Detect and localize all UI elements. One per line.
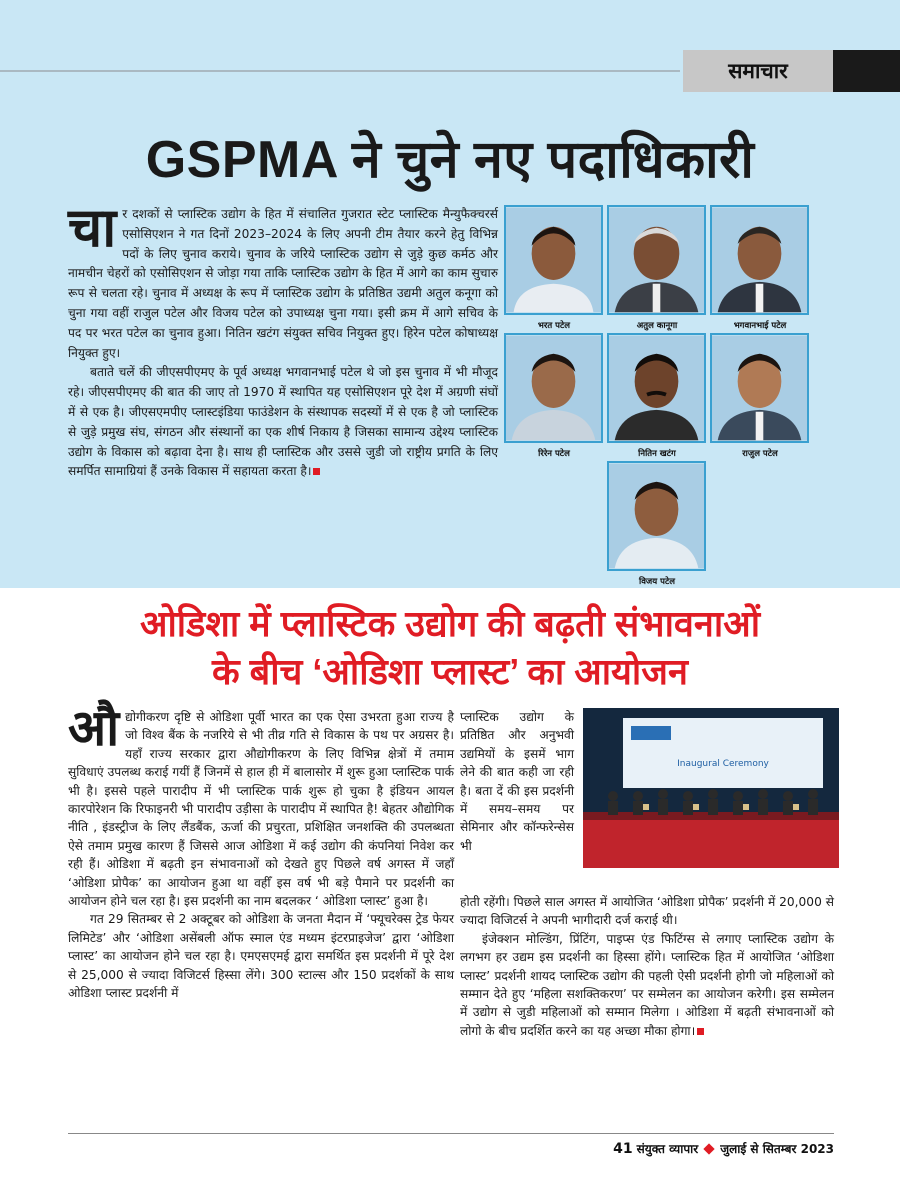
page-number: 41 xyxy=(613,1140,633,1157)
stage-ceremony-icon xyxy=(583,708,839,868)
person-portrait-icon xyxy=(712,335,807,441)
caption-person: विजय पटेल xyxy=(639,577,675,587)
event-photo xyxy=(583,708,839,868)
caption-person: राजुल पटेल xyxy=(742,449,778,459)
article2-dropcap: औ xyxy=(68,700,120,756)
caption-person: रिरेन पटेल xyxy=(538,449,570,459)
article2-paragraph-4: इंजेक्शन मोल्डिंग, प्रिंटिंग, पाइप्स एंड फिटिंग्स से लगाए प्लास्टिक उद्योग के लगभग हर उद्यम इस प्रदर्शनी का हिस्सा होंगे। प्लास्टिक हित में आयोजित ‘ओडिशा प्लास्ट’ प्रदर्शनी शायद प्लास्टिक उद्योग की पहली ऐसी प्रदर्शनी होगी जो महिलाओं को सम्मान देते हुए ‘महिला सशक्तिकरण’ पर सम्मेलन का आयोजन करेगी। इस सम्मेलन में उद्योग से जुडी महिलाओं को सम्मान मिलेगा । ओडिशा में बढ़ती संभावनाओं को लोगो के बीच प्रदर्शित करने का यह अच्छा मौका होगा। xyxy=(460,931,834,1038)
caption-person: भरत पटेल xyxy=(537,321,571,331)
page-footer xyxy=(613,1140,834,1157)
person-portrait-icon xyxy=(609,463,704,569)
person-portrait-icon xyxy=(712,207,807,313)
article2-headline-line1: ओडिशा में प्लास्टिक उद्योग की बढ़ती संभावनाओं xyxy=(139,603,761,644)
article2-body-mid: प्लास्टिक उद्योग के प्रतिष्ठित और अनुभवी उद्यमियों के इसमें भाग लेने की बात कही जा रही है। बता दें की इस प्रदर्शनी में समय–समय पर सेमिनार और कॉन्फरेन्सेस भी xyxy=(460,710,574,853)
publication-name: संयुक्त व्यापार xyxy=(636,1142,699,1156)
article2-body-left xyxy=(68,700,454,1003)
footer-rule xyxy=(68,1133,834,1134)
article1-dropcap: चा xyxy=(68,198,117,258)
article2-headline-line2: के बीच ‘ओडिशा प्लास्ट’ का आयोजन xyxy=(212,651,688,692)
portrait-photo xyxy=(710,205,809,315)
issue-date: जुलाई से सितम्बर 2023 xyxy=(720,1142,834,1156)
article2-paragraph-2: गत 29 सितम्बर से 2 अक्टूबर को ओडिशा के जनता मैदान में ‘फ्यूचरेक्स ट्रेड फेयर लिमिटेड’ और ‘ओडिशा असेंबली ऑफ स्माल एंड मध्यम इंटरप्राइजेज’ द्वारा ‘ओडिशा प्लास्ट’ का आयोजन होने चल रहा है। एमएसएमई द्वारा समर्थित इस प्रदर्शनी में पूरे देश से 25,000 से ज्यादा विजिटर्स हिस्सा लेंगे। 300 स्टाल्स और 150 प्रदर्शकों के साथ ओडिशा प्लास्ट प्रदर्शनी में xyxy=(68,912,454,1001)
person-portrait-icon xyxy=(609,335,704,441)
article2-body-right xyxy=(460,893,834,1040)
office-bearers-photos xyxy=(502,205,814,587)
section-tag: समाचार xyxy=(683,50,833,92)
person-portrait-icon xyxy=(609,207,704,313)
portrait-photo xyxy=(504,333,603,443)
end-mark-icon xyxy=(313,468,320,475)
portrait-photo xyxy=(710,333,809,443)
article2-paragraph-3: होती रहेंगी। पिछले साल अगस्त में आयोजित ‘ओडिशा प्रोपैक’ प्रदर्शनी में 20,000 से ज्यादा विजिटर्स ने अपनी भागीदारी दर्ज कराई थी। xyxy=(460,895,834,928)
caption-person: अतुल कानूगा xyxy=(636,321,678,331)
diamond-icon xyxy=(704,1143,715,1154)
article1-paragraph-1: चार दशकों से प्लास्टिक उद्योग के हित में संचालित गुजरात स्टेट प्लास्टिक मैन्युफैक्चरर्स एसोसिएशन ने गत दिनों 2023–2024 के लिए अपनी टीम तैयार करने हेतु विभिन्न पदों के लिए चुनाव कराये। चुनाव के जरिये प्लास्टिक उद्योग से जुड़े कुछ कर्मठ और नामचीन चेहरों को एसोसिएशन से जोड़ा गया ताकि प्लास्टिक उद्योग के हित में आगे का काम सुचारु रूप से चलता रहे। चुनाव में अध्यक्ष के रूप में प्लास्टिक उद्योग के प्रतिष्ठित उद्यमी अतुल कनूगा को चुना गया वहीं राजुल पटेल और विजय पटेल को उपाध्यक्ष चुना गया। इसी क्रम में आगे सचिव के पद पर भरत पटेल का चुनाव हुआ। नितिन खटंग संयुक्त सचिव नियुक्त हुए। हिरेन पटेल कोषाध्यक्ष नियुक्त हुए। xyxy=(68,198,498,360)
article2-paragraph-1: औद्योगीकरण दृष्टि से ओडिशा पूर्वी भारत का एक ऐसा उभरता हुआ राज्य है जो विश्व बैंक के नजरिये से भी तीव्र गति से विकास के पथ पर अग्रसर है। यहाँ राज्य सरकार द्वारा औद्योगीकरण के लिए विभिन्न क्षेत्रों में तमाम सुविधाएं उपलब्ध कराई गयीं हैं जिनमें से हाल ही में बालासोर में शुरू हुआ प्लास्टिक पार्क भी है। इससे पहले पारादीप में भी प्लास्टिक पार्क शुरू हो चुका है इंडियन आयल कारपोरेशन कि रिफाइनरी भी पारादीप उड़ीसा के पारादीप में स्थापित है! बेहतर औद्योगिक नीति , इंडस्ट्रीज के लिए लैंडबैंक, ऊर्जा की प्रचुरता, प्रशिक्षित जनशक्ति की उपलब्धता ऐसे तमाम प्रमुख कारण हैं जिससे आज ओडिशा में कई उद्योग की कंपनियां निवेश कर रही हैं। ओडिशा में बढ़ती इन संभावनाओं को देखते हुए पिछले वर्ष अगस्त में जहाँ ‘ओडिशा प्रोपैक’ का आयोजन हुआ था वहीँ इस वर्ष भी बड़े पैमाने पर प्रदर्शनी का आयोजन होने चल रहा है। इस प्रदर्शनी का नाम बदलकर ‘ ओडिशा प्लास्ट’ हुआ है। xyxy=(68,700,454,909)
header-rule xyxy=(0,70,680,72)
portrait-photo xyxy=(607,461,706,571)
article1-body xyxy=(68,198,498,482)
article1-headline: GSPMA ने चुने नए पदाधिकारी xyxy=(145,131,755,189)
portrait-photo xyxy=(504,205,603,315)
caption-person: नितिन खटंग xyxy=(638,449,676,459)
person-portrait-icon xyxy=(506,207,601,313)
end-mark-icon xyxy=(697,1028,704,1035)
section-tag-block xyxy=(833,50,900,92)
portrait-photo xyxy=(607,205,706,315)
banner-text: Inaugural Ceremony xyxy=(677,759,769,769)
article2-headline xyxy=(0,600,900,696)
portrait-photo xyxy=(607,333,706,443)
article1-paragraph-2: बताते चलें की जीएसपीएमए के पूर्व अध्यक्ष भगवानभाई पटेल थे जो इस चुनाव में भी मौजूद रहे। जीएसपीएमए की बात की जाए तो 1970 में स्थापित यह एसोसिएशन पूरे देश में अग्रणी संघों में से एक है। जीएसएमपीए प्लास्टइंडिया फाउंडेशन के संस्थापक सदस्यों में से एक है जो प्लास्टिक से जुड़े प्रमुख संघ, संगठन और संस्थानों का एक शीर्ष निकाय है जिसका सामान्य उद्देश्य प्लास्टिक उद्योग के विकास को बढ़ावा देना है। साथ ही प्लास्टिक और उससे जुडी जो राष्ट्रीय प्रगति के लिए समर्पित सामाग्रियां हैं उनके विकास में सहायता करता है। xyxy=(68,365,498,479)
caption-person: भगवानभाई पटेल xyxy=(733,321,787,331)
person-portrait-icon xyxy=(506,335,601,441)
